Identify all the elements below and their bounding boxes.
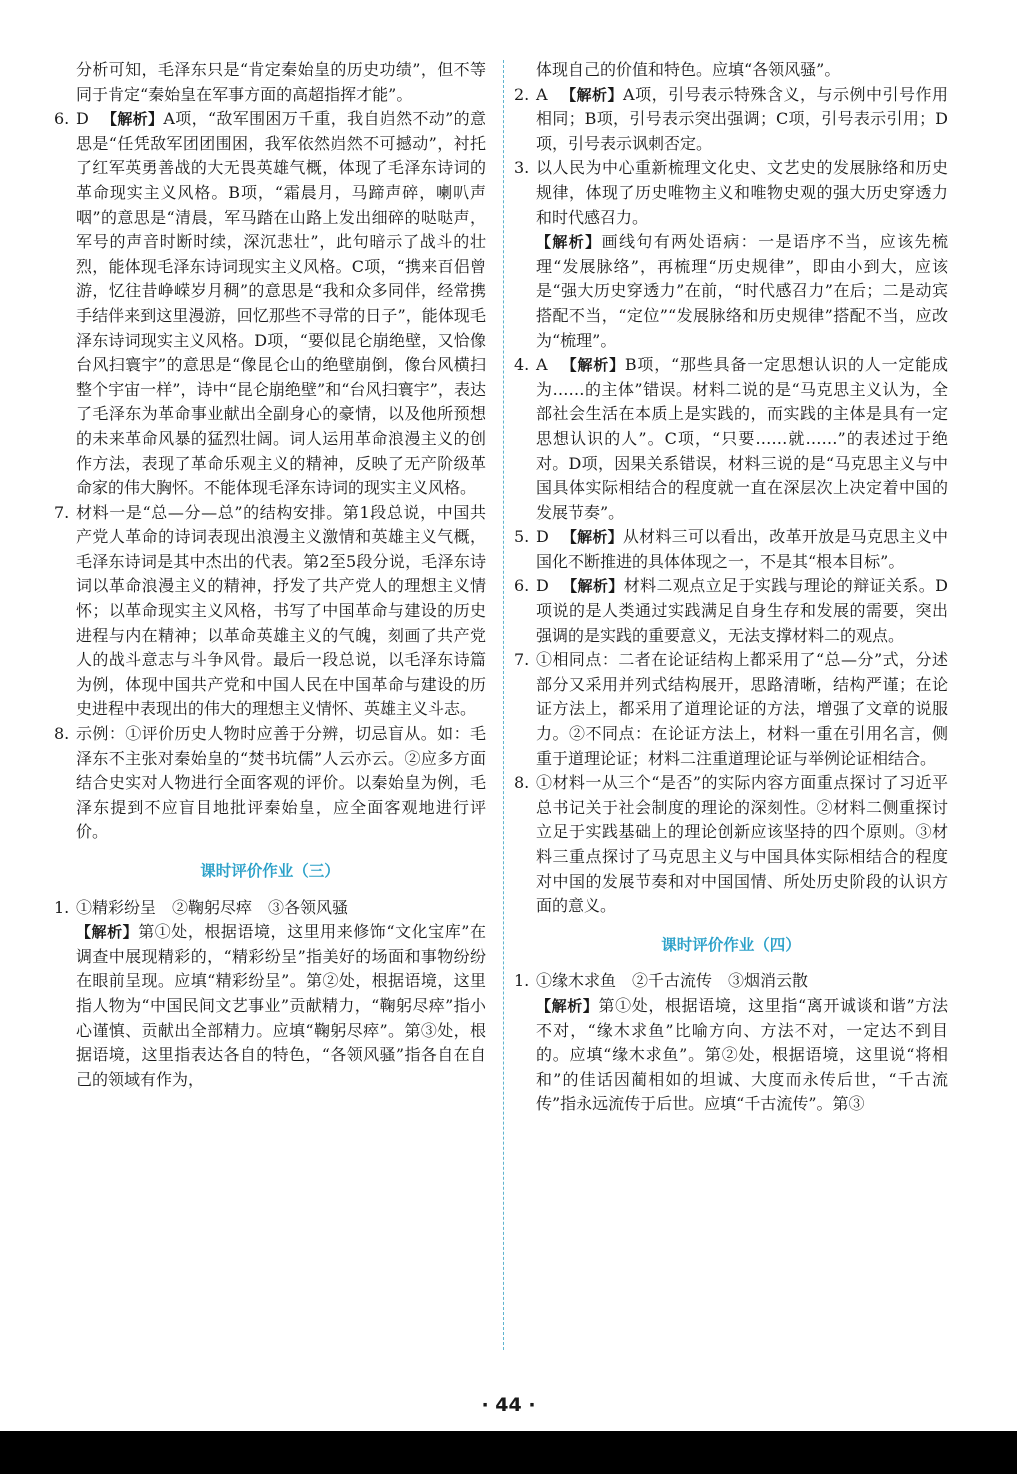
analysis-text: B项，“那些具备一定思想认识的人一定能成为……的主体”错误。材料二说的是“马克思主义认为，全部社会生活在本质上是实践的，而实践的主体是具有一定思想认识的人”。C项，“只要……就……”的表述过于绝对。D项，因果关系错误，材料三说的是“马克思主义与中国具体实际相结合的程度就一直在深层次上决定着中国的发展节奏”。 [536, 355, 948, 522]
analysis-text: A项，“敌军围困万千重，我自岿然不动”的意思是“任凭敌军团团围困，我军依然岿然不可撼动”，衬托了红军英勇善战的大无畏英雄气概，体现了毛泽东诗词的革命现实主义风格。B项，“霜晨月，马蹄声碎，喇叭声咽”的意思是“清晨，军马踏在山路上发出细碎的哒哒声，军号的声音时断时续，深沉悲壮”，此句暗示了战斗的壮烈，能体现毛泽东诗词现实主义风格。C项，“携来百侣曾游，忆往昔峥嵘岁月稠”的意思是“我和众多同伴，经常携手结伴来到这里漫游，回忆那些不寻常的日子”，能体现毛泽东诗词现实主义风格。D项，“要似昆仑崩绝壁，又恰像台风扫寰宇”的意思是“像昆仑山的绝壁崩倒，像台风横扫整个宇宙一样”，诗中“昆仑崩绝壁”和“台风扫寰宇”，表达了毛泽东为革命事业献出全副身心的豪情，以及他所预想的未来革命风暴的猛烈壮阔。词人运用革命浪漫主义的创作方法，表现了革命乐观主义的精神，反映了无产阶级革命家的伟大胸怀。不能体现毛泽东诗词的现实主义风格。 [76, 109, 486, 498]
answer-item-8 [54, 722, 486, 845]
answer-item-6b [514, 574, 948, 648]
answer-text: ①材料一从三个“是否”的实际内容方面重点探讨了习近平总书记关于社会制度的理论的深刻性。②材料二侧重探讨立足于实践基础上的理论创新应该坚持的四个原则。③材料三重点探讨了马克思主义与中国具体实际相结合的程度对中国的发展节奏和对中国国情、所处历史阶段的认识方面的意义。 [536, 773, 948, 916]
answer-text: ①相同点：二者在论证结构上都采用了“总—分”式，分述部分又采用并列式结构展开，思路清晰，结构严谨；在论证方法上，都采用了道理论证的方法，增强了文章的说服力。②不同点：在论证方法上，材料一重在引用名言，侧重于道理论证；材料二注重道理论证与举例论证相结合。 [536, 650, 948, 768]
analysis-text: 从材料三可以看出，改革开放是马克思主义中国化不断推进的具体体现之一，不是其“根本目标”。 [536, 527, 948, 571]
answer-text: 示例：①评价历史人物时应善于分辨，切忌盲从。如：毛泽东不主张对秦始皇的“焚书坑儒”人云亦云。②应多方面结合史实对人物进行全面客观的评价。以秦始皇为例，毛泽东提到不应盲目地批评秦始皇，应全面客观地进行评价。 [76, 724, 486, 842]
item-number: 4. [514, 355, 530, 375]
analysis-text: 第①处，根据语境，这里指“离开诚谈和谐”方法不对，“缘木求鱼”比喻方向、方法不对，一定达不到目的。应填“缘木求鱼”。第②处，根据语境，这里说“将相和”的佳话因蔺相如的坦诚、大度而永传后世，“千古流传”指永远流传于后世。应填“千古流传”。第③ [536, 995, 948, 1114]
analysis-paragraph [54, 920, 486, 1092]
analysis-tag: 【解析】 [569, 356, 625, 375]
item-number: 8. [54, 724, 70, 744]
item-number: 7. [54, 502, 70, 522]
answer-text: ①精彩纷呈 ②鞠躬尽瘁 ③各领风骚 [76, 897, 349, 917]
right-column [514, 58, 948, 1117]
item-number: 3. [514, 158, 530, 178]
answer-choice: A [536, 84, 548, 104]
item-number: 5. [514, 527, 530, 547]
analysis-text: 材料二观点立足于实践与理论的辩证关系。D项说的是人类通过实践满足自身生存和发展的需要，突出强调的是实践的重要意义，无法支撑材料二的观点。 [536, 576, 948, 645]
answer-item-5 [514, 525, 948, 574]
answer-text: ①缘木求鱼 ②千古流传 ③烟消云散 [536, 971, 809, 991]
answer-item-s3-1 [54, 896, 486, 921]
page-number: · 44 · [481, 1394, 536, 1416]
answer-item-6 [54, 107, 486, 501]
section-title-4: 课时评价作业（四） [661, 935, 801, 954]
item-number: 6. [514, 576, 530, 596]
answer-choice: A [536, 355, 548, 375]
analysis-tag: 【解析】 [536, 996, 599, 1015]
item-number: 1. [514, 971, 530, 991]
analysis-tag: 【解析】 [76, 923, 139, 942]
analysis-text: 第①处，根据语境，这里用来修饰“文化宝库”在调查中展现精彩的，“精彩纷呈”指美好的场面和事物纷纷在眼前呈现。应填“精彩纷呈”。第②处，根据语境，这里指人物为“中国民间文艺事业”贡献精力，“鞠躬尽瘁”指小心谨慎、贡献出全部精力。应填“鞠躬尽瘁”。第③处，根据语境，这里指表达各自的特色，“各领风骚”指各自在自己的领域有作为， [76, 922, 486, 1089]
analysis-text: 画线句有两处语病：一是语序不当，应该先梳理“发展脉络”，再梳理“历史规律”，即由小到大，应该是“强大历史穿透力”在前，“时代感召力”在后；二是动宾搭配不当，“定位”“发展脉络和历史规律”搭配不当，应改为“梳理”。 [536, 232, 948, 350]
item-number: 2. [514, 84, 530, 104]
answer-item-7b [514, 648, 948, 771]
column-divider [503, 60, 504, 1350]
continued-paragraph: 分析可知，毛泽东只是“肯定秦始皇的历史功绩”，但不等同于肯定“秦始皇在军事方面的高超指挥才能”。 [76, 60, 486, 104]
answer-item-3 [514, 156, 948, 230]
item-number: 1. [54, 897, 70, 917]
continued-paragraph: 体现自己的价值和特色。应填“各领风骚”。 [536, 60, 841, 79]
item-number: 6. [54, 109, 70, 129]
answer-text: 以人民为中心重新梳理文化史、文艺史的发展脉络和历史规律，体现了历史唯物主义和唯物史观的强大历史穿透力和时代感召力。 [536, 158, 948, 227]
answer-choice: D [536, 576, 549, 596]
answer-item-s4-1 [514, 969, 948, 994]
analysis-paragraph [514, 230, 948, 353]
analysis-tag: 【解析】 [109, 110, 164, 129]
answer-item-2 [514, 83, 948, 157]
analysis-text: A项，引号表示特殊含义，与示例中引号作用相同；B项，引号表示突出强调；C项，引号表示引用；D项，引号表示讽刺否定。 [536, 84, 948, 153]
answer-item-8b [514, 771, 948, 919]
analysis-tag: 【解析】 [569, 528, 623, 547]
bottom-black-bar [0, 1431, 1017, 1474]
analysis-tag: 【解析】 [536, 233, 602, 252]
analysis-paragraph [514, 994, 948, 1117]
item-number: 7. [514, 650, 530, 670]
answer-choice: D [76, 109, 89, 129]
analysis-tag: 【解析】 [569, 577, 624, 596]
analysis-tag: 【解析】 [568, 85, 624, 104]
answer-text: 材料一是“总—分—总”的结构安排。第1段总说，中国共产党人革命的诗词表现出浪漫主义激情和英雄主义气概，毛泽东诗词是其中杰出的代表。第2至5段分说，毛泽东诗词以革命浪漫主义的精神，抒发了共产党人的理想主义情怀；以革命现实主义风格，书写了中国革命与建设的历史进程与内在精神；以革命英雄主义的气魄，刻画了共产党人的战斗意志与斗争风骨。最后一段总说，以毛泽东诗篇为例，体现中国共产党和中国人民在中国革命与建设的历史进程中表现出的伟大的理想主义情怀、英雄主义斗志。 [76, 502, 486, 719]
answer-item-7 [54, 501, 486, 722]
section-title-3: 课时评价作业（三） [200, 862, 340, 880]
answer-item-4 [514, 353, 948, 525]
item-number: 8. [514, 773, 530, 793]
left-column [54, 58, 486, 1092]
answer-choice: D [536, 527, 549, 547]
